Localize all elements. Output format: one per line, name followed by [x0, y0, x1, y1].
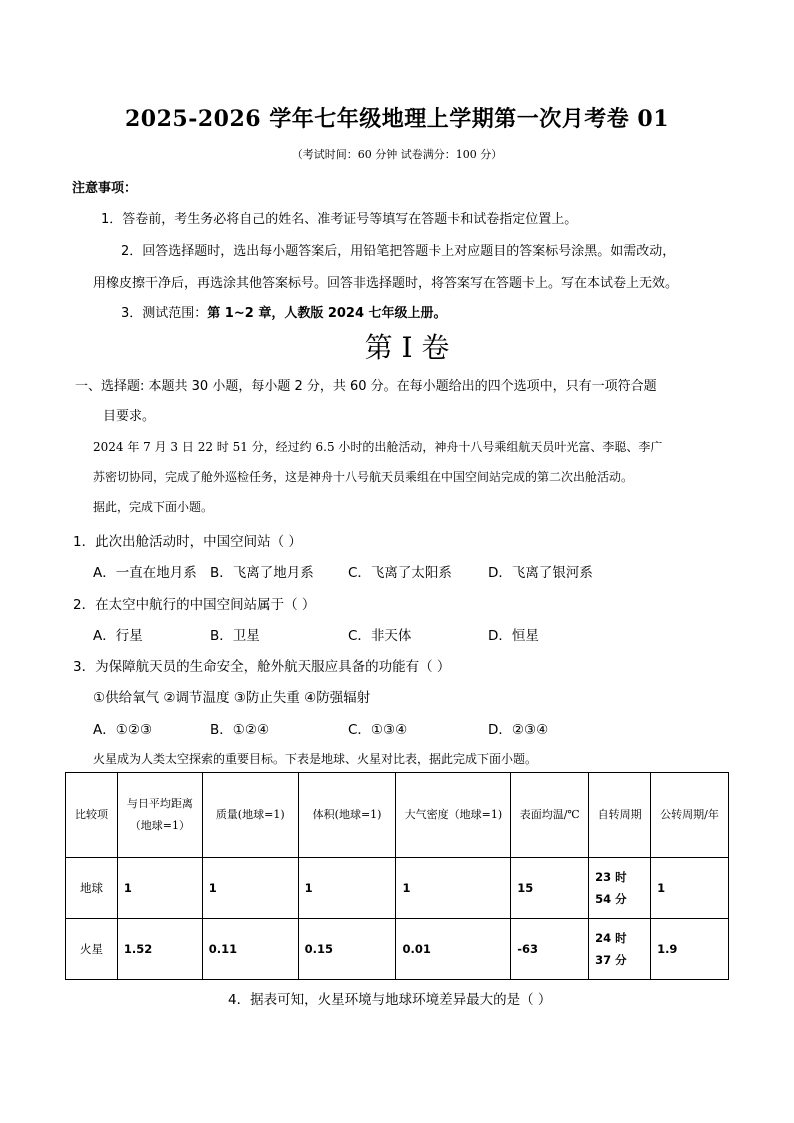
- question-3-option-c: C．①③④: [348, 722, 408, 738]
- table-header-cell: 表面均温/℃: [511, 773, 589, 858]
- table-cell: 1: [651, 858, 729, 919]
- table-header-cell: 比较项: [66, 773, 118, 858]
- table-row-mars: [66, 919, 729, 980]
- table-header-cell: 自转周期: [589, 773, 651, 858]
- table-cell: 24 时 37 分: [589, 919, 651, 980]
- question-3-option-a: A．①②③: [93, 722, 153, 738]
- question-3-option-d: D．②③④: [488, 722, 549, 738]
- question-2-option-c: C．非天体: [348, 628, 412, 644]
- notice-item-1: 1．答卷前，考生务必将自己的姓名、准考证号等填写在答题卡和试卷指定位置上。: [101, 212, 578, 227]
- notice-item-3-prefix: 3．测试范围：: [121, 306, 208, 321]
- table-header-cell: 体积(地球=1): [298, 773, 396, 858]
- table-cell: 23 时 54 分: [589, 858, 651, 919]
- question-2-option-d: D．恒星: [488, 628, 539, 644]
- table-cell: 1.52: [117, 919, 202, 980]
- table-cell: 0.01: [396, 919, 511, 980]
- passage-2: 火星成为人类太空探索的重要目标。下表是地球、火星对比表，据此完成下面小题。: [93, 752, 538, 766]
- passage-1-line-3: 据此，完成下面小题。: [93, 500, 214, 514]
- section-instruction-line-2: 目要求。: [103, 409, 156, 424]
- table-cell: 1.9: [651, 919, 729, 980]
- question-4-stem: 4．据表可知，火星环境与地球环境差异最大的是（ ）: [228, 992, 552, 1008]
- notice-item-3-scope: 第 1~2 章，人教版 2024 七年级上册。: [207, 306, 447, 321]
- table-header-cell: 大气密度（地球=1): [396, 773, 511, 858]
- question-1-option-d: D．飞离了银河系: [488, 565, 593, 581]
- table-cell: 0.15: [298, 919, 396, 980]
- question-2-option-b: B．卫星: [210, 628, 260, 644]
- exam-title: 2025-2026 学年七年级地理上学期第一次月考卷 01: [124, 106, 670, 132]
- notice-heading: 注意事项：: [72, 181, 138, 196]
- table-cell: 1: [202, 858, 298, 919]
- exam-subtitle: （考试时间：60 分钟 试卷满分：100 分）: [291, 148, 503, 161]
- notice-item-2-line-2: 用橡皮擦干净后，再选涂其他答案标号。回答非选择题时，将答案写在答题卡上。写在本试卷上无效。: [93, 276, 679, 291]
- question-3-items: ①供给氧气 ②调节温度 ③防止失重 ④防强辐射: [93, 690, 371, 706]
- question-1-option-b: B．飞离了地月系: [210, 565, 314, 581]
- question-3-option-b: B．①②④: [210, 722, 270, 738]
- question-2-stem: 2．在太空中航行的中国空间站属于（ ）: [73, 597, 316, 613]
- table-cell: 火星: [66, 919, 118, 980]
- table-header-row: [66, 773, 729, 858]
- table-cell: 1: [396, 858, 511, 919]
- section-instruction-line-1: 一、选择题: 本题共 30 小题，每小题 2 分，共 60 分。在每小题给出的四个选项中，只有一项符合题: [75, 379, 657, 394]
- question-1-stem: 1．此次出舱活动时，中国空间站（ ）: [73, 534, 302, 550]
- table-cell: 1: [117, 858, 202, 919]
- table-cell: 15: [511, 858, 589, 919]
- earth-mars-comparison-table: [65, 772, 729, 980]
- table-header-cell: 质量(地球=1): [202, 773, 298, 858]
- passage-1-line-1: 2024 年 7 月 3 日 22 时 51 分，经过约 6.5 小时的出舱活动，神舟十八号乘组航天员叶光富、李聪、李广: [93, 440, 663, 454]
- notice-item-2-line-1: 2．回答选择题时，选出每小题答案后，用铅笔把答题卡上对应题目的答案标号涂黑。如需改动，: [121, 244, 676, 259]
- question-1-option-c: C．飞离了太阳系: [348, 565, 452, 581]
- question-3-stem: 3．为保障航天员的生命安全，舱外航天服应具备的功能有（ ）: [73, 659, 451, 675]
- passage-1-line-2: 苏密切协同，完成了舱外巡检任务，这是神舟十八号航天员乘组在中国空间站完成的第二次出舱活动。: [93, 470, 634, 484]
- question-1-option-a: A．一直在地月系: [93, 565, 197, 581]
- notice-item-3: [121, 302, 447, 321]
- table-cell: -63: [511, 919, 589, 980]
- table-cell: 1: [298, 858, 396, 919]
- question-2-option-a: A．行星: [93, 628, 143, 644]
- volume-heading: 第 I 卷: [364, 331, 450, 364]
- table-row-earth: [66, 858, 729, 919]
- table-header-cell: 与日平均距离（地球=1）: [117, 773, 202, 858]
- table-cell: 0.11: [202, 919, 298, 980]
- table-cell: 地球: [66, 858, 118, 919]
- table-header-cell: 公转周期/年: [651, 773, 729, 858]
